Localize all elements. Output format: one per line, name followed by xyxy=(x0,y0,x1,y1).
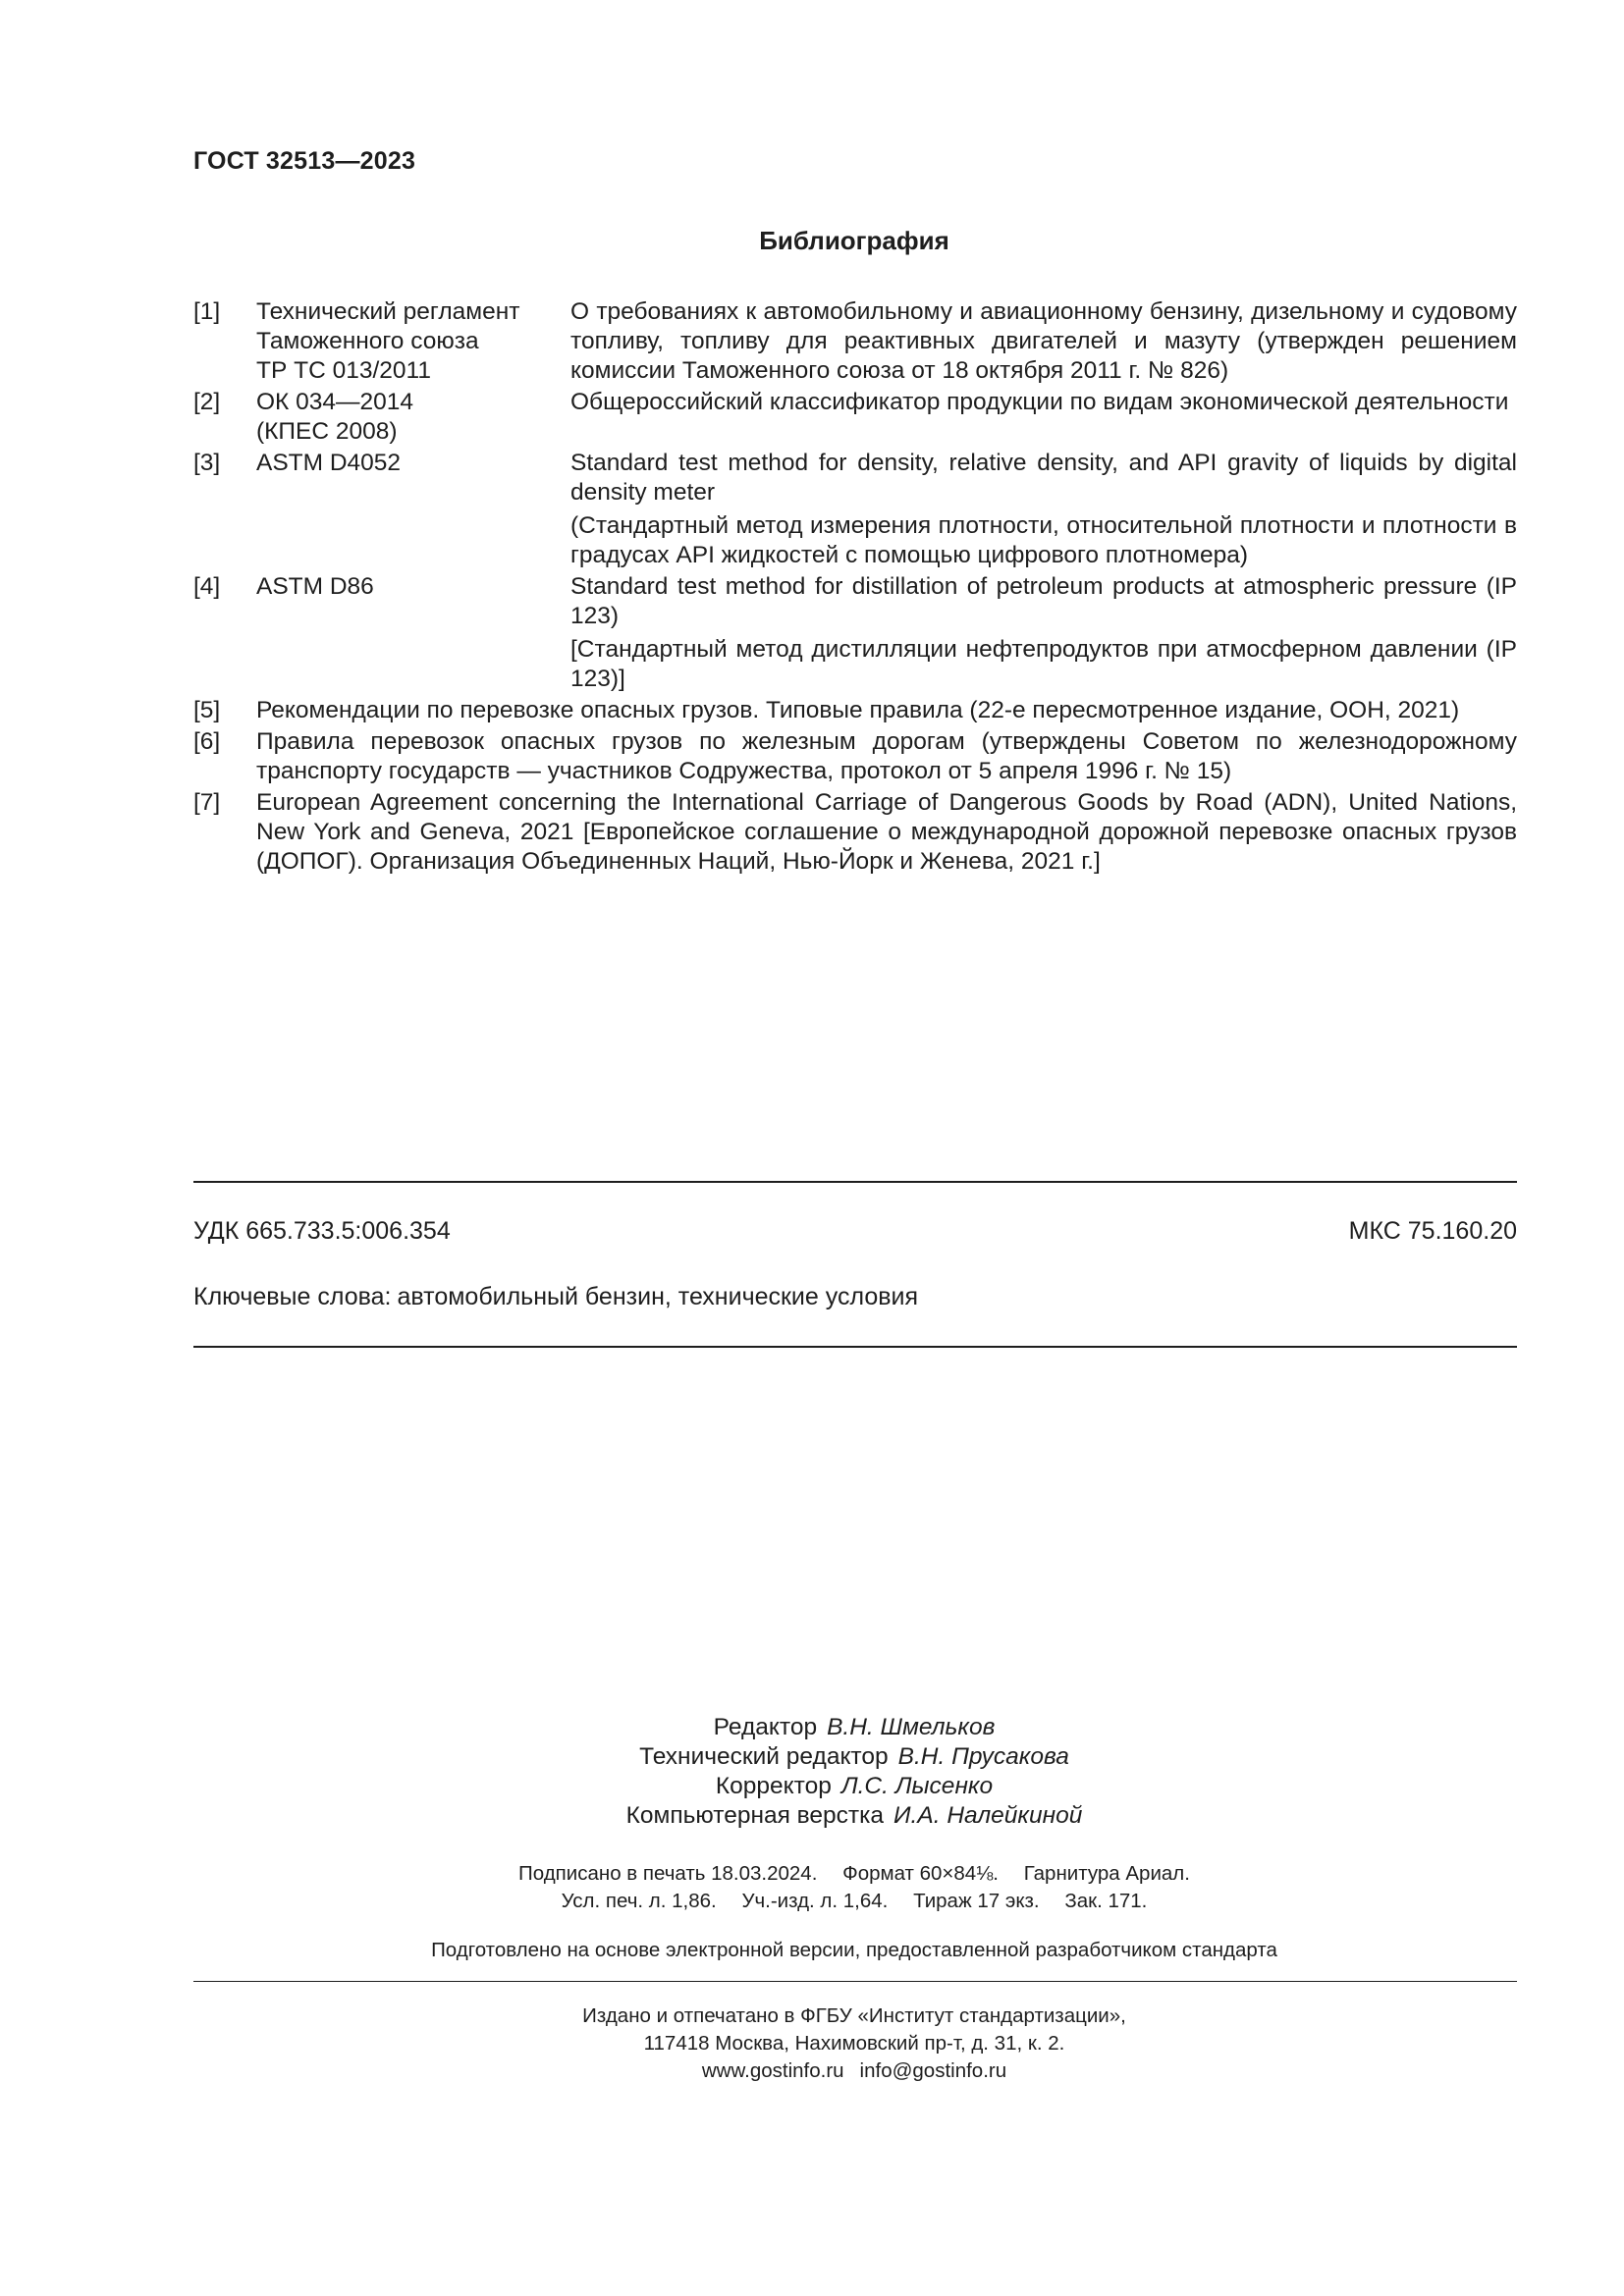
bibliography-entry xyxy=(193,449,1517,570)
description-text: О требованиях к автомобильному и авиационному бензину, дизельному и судовому топливу, топливу для реактивных двигателей и мазуту (утвержден решением комиссии Таможенного союза от 18 октября 2011 г. № 826) xyxy=(570,298,1517,384)
entry-number: [6] xyxy=(193,728,221,755)
entry-designation xyxy=(256,388,570,447)
credit-line xyxy=(0,1801,1624,1831)
keywords-value: автомобильный бензин, технические условия xyxy=(397,1283,919,1310)
designation-line: (КПЕС 2008) xyxy=(256,418,398,445)
print-info-line xyxy=(0,1860,1624,1888)
entry-description xyxy=(570,297,1517,386)
print-info-item: Усл. печ. л. 1,86. xyxy=(561,1890,717,1912)
publisher-contacts xyxy=(0,2057,1624,2085)
publisher-line: Издано и отпечатано в ФГБУ «Институт стандартизации», xyxy=(582,2004,1126,2027)
entry-designation xyxy=(256,449,570,570)
keywords xyxy=(193,1283,918,1311)
mks-code: МКС 75.160.20 xyxy=(1348,1217,1517,1245)
bibliography-entry xyxy=(193,696,1517,725)
credit-person: В.Н. Прусакова xyxy=(897,1743,1069,1770)
entry-full-text: European Agreement concerning the International Carriage of Dangerous Goods by Road (ADN), United Nations, New York and Geneva, 2021 [Европейское соглашение о международной дорожной перевозке опасных грузов (ДОПОГ). Организация Объединенных Наций, Нью-Йорк и Женева, 2021 г.] xyxy=(256,789,1517,875)
designation-line: ТР ТС 013/2011 xyxy=(256,357,431,384)
description-text: Standard test method for density, relative density, and API gravity of liquids by digital density meter xyxy=(570,450,1517,506)
credit-role: Корректор xyxy=(715,1773,832,1799)
bibliography-list xyxy=(193,297,1517,879)
print-info-item: Подписано в печать 18.03.2024. xyxy=(518,1862,818,1885)
credit-role: Компьютерная верстка xyxy=(625,1802,885,1829)
entry-designation xyxy=(256,297,570,386)
entry-description xyxy=(570,388,1517,447)
description-translation: [Стандартный метод дистилляции нефтепродуктов при атмосферном давлении (IP 123)] xyxy=(570,636,1517,692)
print-info-item: Гарнитура Ариал. xyxy=(1023,1862,1190,1885)
print-info-item: Уч.-изд. л. 1,64. xyxy=(741,1890,889,1912)
bibliography-entry xyxy=(193,388,1517,447)
divider-publisher xyxy=(193,1981,1517,1982)
print-info-item: Тираж 17 экз. xyxy=(913,1890,1040,1912)
bibliography-entry xyxy=(193,572,1517,694)
publisher-address: 117418 Москва, Нахимовский пр-т, д. 31, к. 2. xyxy=(643,2032,1065,2055)
entry-number: [5] xyxy=(193,697,221,723)
print-info-line xyxy=(0,1888,1624,1915)
bibliography-title: Библиография xyxy=(759,226,949,255)
designation-line: ОК 034—2014 xyxy=(256,389,414,415)
credit-line xyxy=(0,1772,1624,1801)
entry-description xyxy=(570,449,1517,570)
entry-full-text: Правила перевозок опасных грузов по железным дорогам (утверждены Советом по железнодорожному транспорту государств — участников Содружества, протокол от 5 апреля 1996 г. № 15) xyxy=(256,728,1517,784)
entry-full-text: Рекомендации по перевозке опасных грузов. Типовые правила (22-е пересмотренное издание, ООН, 2021) xyxy=(256,697,1460,723)
publisher-block xyxy=(0,2002,1624,2085)
description-translation: (Стандартный метод измерения плотности, относительной плотности и плотности в градусах API жидкостей с помощью цифрового плотномера) xyxy=(570,512,1517,568)
document-code: ГОСТ 32513—2023 xyxy=(193,147,416,175)
entry-number: [4] xyxy=(193,573,221,600)
entry-number: [3] xyxy=(193,450,221,476)
website-link[interactable]: www.gostinfo.ru xyxy=(701,2059,844,2082)
print-info xyxy=(0,1860,1624,1915)
description-text: Standard test method for distillation of petroleum products at atmospheric pressure (IP 123) xyxy=(570,573,1517,629)
print-info-item: Зак. 171. xyxy=(1064,1890,1148,1912)
entry-number: [2] xyxy=(193,389,221,415)
udk-code: УДК 665.733.5:006.354 xyxy=(193,1217,451,1245)
designation-line: ASTM D4052 xyxy=(256,450,402,476)
entry-number: [1] xyxy=(193,298,221,325)
prepared-note: Подготовлено на основе электронной версии, предоставленной разработчиком стандарта xyxy=(431,1939,1277,1961)
credit-line xyxy=(0,1713,1624,1742)
bibliography-entry xyxy=(193,788,1517,877)
designation-line: Технический регламент xyxy=(256,298,520,325)
entry-designation xyxy=(256,572,570,694)
credits-block xyxy=(0,1713,1624,1831)
credit-person: Л.С. Лысенко xyxy=(840,1773,994,1799)
designation-line: Таможенного союза xyxy=(256,328,479,354)
bibliography-entry xyxy=(193,727,1517,786)
credit-role: Редактор xyxy=(713,1714,818,1740)
divider-bottom xyxy=(193,1346,1517,1348)
designation-line: ASTM D86 xyxy=(256,573,374,600)
credit-person: И.А. Налейкиной xyxy=(893,1802,1083,1829)
credit-person: В.Н. Шмельков xyxy=(827,1714,996,1740)
credit-line xyxy=(0,1742,1624,1772)
entry-description xyxy=(570,572,1517,694)
email-link[interactable]: info@gostinfo.ru xyxy=(859,2059,1007,2082)
credit-role: Технический редактор xyxy=(639,1743,889,1770)
description-text: Общероссийский классификатор продукции по видам экономической деятельности xyxy=(570,389,1509,415)
keywords-label: Ключевые слова: xyxy=(193,1283,392,1310)
bibliography-entry xyxy=(193,297,1517,386)
print-info-item: Формат 60×84⅛. xyxy=(842,1862,999,1885)
entry-number: [7] xyxy=(193,789,221,816)
divider-top xyxy=(193,1181,1517,1183)
